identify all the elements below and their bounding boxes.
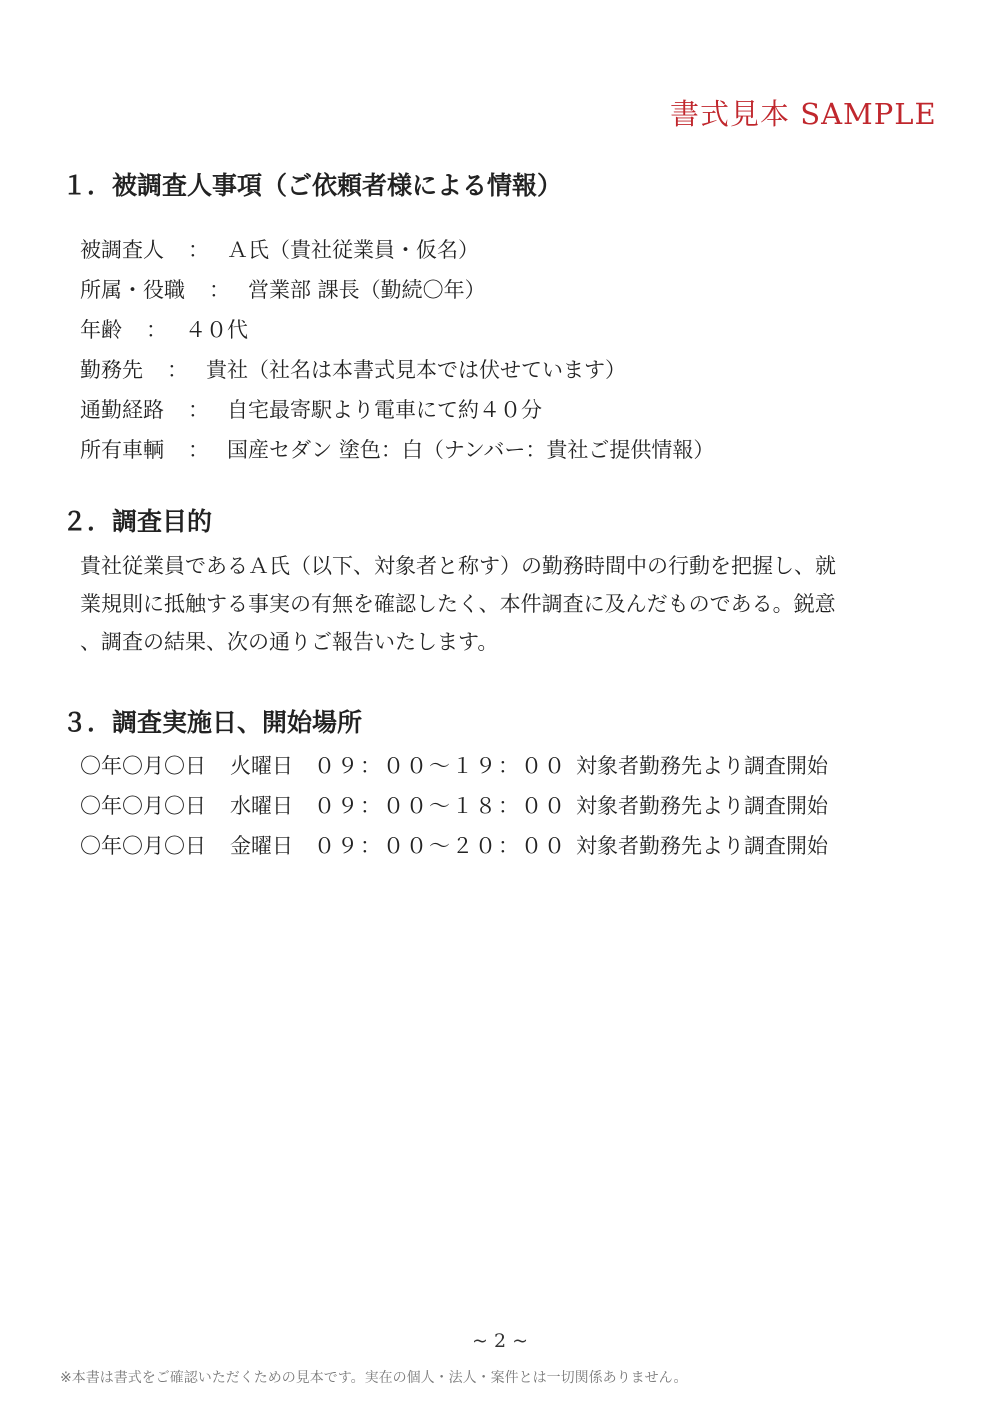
schedule-place: 対象者勤務先より調査開始 bbox=[576, 794, 828, 818]
info-label: 所属・役職 bbox=[80, 278, 185, 302]
purpose-line: 、調査の結果、次の通りご報告いたします。 bbox=[80, 630, 499, 654]
info-label: 通勤経路 bbox=[80, 398, 164, 422]
schedule-date: 〇年〇月〇日 bbox=[80, 834, 206, 858]
info-value: 営業部 課長（勤続〇年） bbox=[248, 278, 486, 302]
section-2-heading: ２．調査目的 bbox=[62, 507, 213, 536]
schedule-row bbox=[80, 830, 828, 860]
info-separator: ： bbox=[188, 438, 209, 462]
info-value: 自宅最寄駅より電車にて約４０分 bbox=[227, 398, 542, 422]
info-row-subject bbox=[80, 234, 479, 264]
info-separator: ： bbox=[188, 238, 209, 262]
sample-watermark: 書式見本 SAMPLE bbox=[670, 97, 937, 131]
info-value: 貴社（社名は本書式見本では伏せています） bbox=[206, 358, 626, 382]
info-separator: ： bbox=[146, 318, 167, 342]
schedule-day: 金曜日 bbox=[230, 834, 293, 858]
schedule-time: ０９：００～２０：００ bbox=[314, 834, 567, 858]
purpose-line: 業規則に抵触する事実の有無を確認したく、本件調査に及んだものである。鋭意 bbox=[80, 592, 836, 616]
info-label: 所有車輌 bbox=[80, 438, 164, 462]
info-row-age bbox=[80, 314, 248, 344]
info-separator: ： bbox=[209, 278, 230, 302]
page-number: ~ 2 ~ bbox=[471, 1330, 528, 1352]
schedule-day: 水曜日 bbox=[230, 794, 293, 818]
info-row-workplace bbox=[80, 354, 626, 384]
info-separator: ： bbox=[188, 398, 209, 422]
info-label: 年齢 bbox=[80, 318, 122, 342]
schedule-time: ０９：００～１８：００ bbox=[314, 794, 567, 818]
purpose-line: 貴社従業員であるＡ氏（以下、対象者と称す）の勤務時間中の行動を把握し、就 bbox=[80, 554, 836, 578]
schedule-date: 〇年〇月〇日 bbox=[80, 794, 206, 818]
info-value: 国産セダン 塗色：白（ナンバー：貴社ご提供情報） bbox=[227, 438, 715, 462]
schedule-place: 対象者勤務先より調査開始 bbox=[576, 834, 828, 858]
info-row-commute bbox=[80, 394, 542, 424]
schedule-row bbox=[80, 750, 828, 780]
info-separator: ： bbox=[167, 358, 188, 382]
schedule-place: 対象者勤務先より調査開始 bbox=[576, 754, 828, 778]
schedule-time: ０９：００～１９：００ bbox=[314, 754, 567, 778]
info-label: 被調査人 bbox=[80, 238, 164, 262]
schedule-date: 〇年〇月〇日 bbox=[80, 754, 206, 778]
disclaimer-footer: ※本書は書式をご確認いただくための見本です。実在の個人・法人・案件とは一切関係ありません。 bbox=[60, 1370, 688, 1386]
info-row-vehicle bbox=[80, 434, 714, 464]
info-value: Ａ氏（貴社従業員・仮名） bbox=[227, 238, 479, 262]
info-label: 勤務先 bbox=[80, 358, 143, 382]
info-value: ４０代 bbox=[185, 318, 248, 342]
schedule-row bbox=[80, 790, 828, 820]
schedule-day: 火曜日 bbox=[230, 754, 293, 778]
section-3-heading: ３．調査実施日、開始場所 bbox=[62, 708, 363, 737]
info-row-department bbox=[80, 274, 486, 304]
section-1-heading: １．被調査人事項（ご依頼者様による情報） bbox=[62, 171, 563, 200]
